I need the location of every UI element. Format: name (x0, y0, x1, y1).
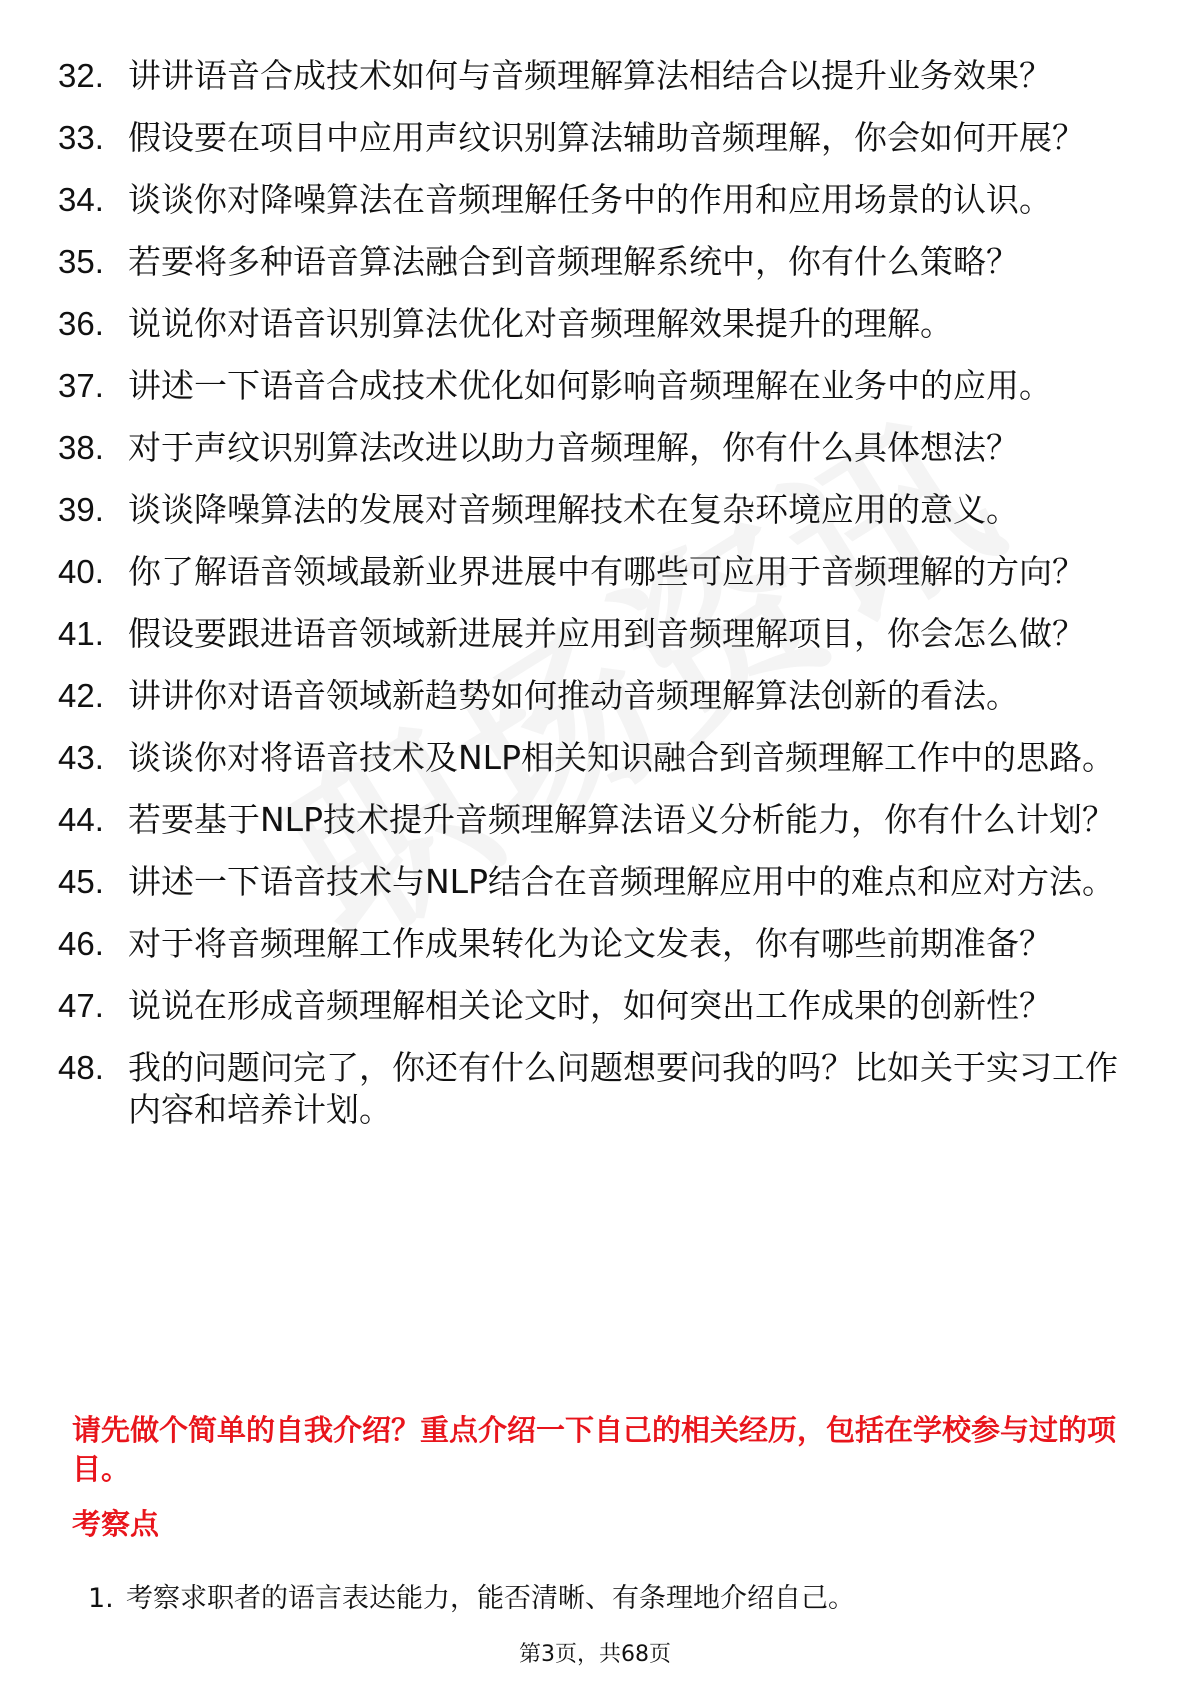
item-number: 41. (58, 615, 104, 652)
item-number: 35. (58, 243, 104, 280)
list-item (58, 55, 1118, 97)
list-item (58, 427, 1118, 469)
item-number: 48. (58, 1049, 104, 1086)
item-text: 若要将多种语音算法融合到音频理解系统中，你有什么策略？ (128, 242, 1019, 281)
list-item (58, 551, 1118, 593)
item-number: 43. (58, 739, 104, 776)
item-number: 44. (58, 801, 104, 838)
item-number: 45. (58, 863, 104, 900)
item-text: 你了解语音领域最新业界进展中有哪些可应用于音频理解的方向？ (128, 552, 1085, 591)
item-number: 39. (58, 491, 104, 528)
list-item (58, 489, 1118, 531)
item-number: 38. (58, 429, 104, 466)
item-text: 说说在形成音频理解相关论文时，如何突出工作成果的创新性？ (128, 986, 1052, 1025)
item-number: 37. (58, 367, 104, 404)
item-number: 34. (58, 181, 104, 218)
item-text: 谈谈你对将语音技术及NLP相关知识融合到音频理解工作中的思路。 (128, 738, 1115, 777)
list-item (58, 303, 1118, 345)
item-number: 33. (58, 119, 104, 156)
list-item (58, 861, 1118, 903)
page-footer: 第3页，共68页 (519, 1642, 671, 1667)
item-text: 假设要跟进语音领域新进展并应用到音频理解项目，你会怎么做？ (128, 614, 1085, 653)
item-text: 对于将音频理解工作成果转化为论文发表，你有哪些前期准备？ (128, 924, 1052, 963)
item-number: 46. (58, 925, 104, 962)
item-number: 1. (88, 1583, 114, 1614)
list-item (58, 1047, 1118, 1131)
item-text: 讲述一下语音技术与NLP结合在音频理解应用中的难点和应对方法。 (128, 862, 1115, 901)
list-item (58, 675, 1118, 717)
item-number: 36. (58, 305, 104, 342)
item-text: 讲讲语音合成技术如何与音频理解算法相结合以提升业务效果？ (128, 56, 1052, 95)
item-text: 讲讲你对语音领域新趋势如何推动音频理解算法创新的看法。 (128, 676, 1019, 715)
item-text: 谈谈你对降噪算法在音频理解任务中的作用和应用场景的认识。 (128, 180, 1052, 219)
section-heading: 考察点 (72, 1507, 160, 1541)
list-item (58, 613, 1118, 655)
item-text: 考察求职者的语言表达能力，能否清晰、有条理地介绍自己。 (126, 1583, 855, 1614)
item-text: 讲述一下语音合成技术优化如何影响音频理解在业务中的应用。 (128, 366, 1052, 405)
list-item (58, 241, 1118, 283)
list-item (58, 179, 1118, 221)
item-text: 若要基于NLP技术提升音频理解算法语义分析能力，你有什么计划？ (128, 800, 1115, 839)
item-number: 47. (58, 987, 104, 1024)
item-text: 对于声纹识别算法改进以助力音频理解，你有什么具体想法？ (128, 428, 1019, 467)
item-text: 说说你对语音识别算法优化对音频理解效果提升的理解。 (128, 304, 953, 343)
list-item (58, 923, 1118, 965)
list-item (58, 799, 1118, 841)
list-item (58, 985, 1118, 1027)
item-text: 假设要在项目中应用声纹识别算法辅助音频理解，你会如何开展？ (128, 118, 1085, 157)
list-item (58, 737, 1118, 779)
item-text: 我的问题问完了，你还有什么问题想要问我的吗？比如关于实习工作内容和培养计划。 (128, 1048, 1118, 1129)
highlight-question: 请先做个简单的自我介绍？重点介绍一下自己的相关经历，包括在学校参与过的项目。 (72, 1413, 1117, 1486)
points-list (88, 1581, 855, 1617)
item-number: 42. (58, 677, 104, 714)
item-number: 32. (58, 57, 104, 94)
list-item (58, 365, 1118, 407)
list-item (88, 1581, 855, 1617)
item-number: 40. (58, 553, 104, 590)
item-text: 谈谈降噪算法的发展对音频理解技术在复杂环境应用的意义。 (128, 490, 1019, 529)
question-list (58, 55, 1118, 1151)
list-item (58, 117, 1118, 159)
